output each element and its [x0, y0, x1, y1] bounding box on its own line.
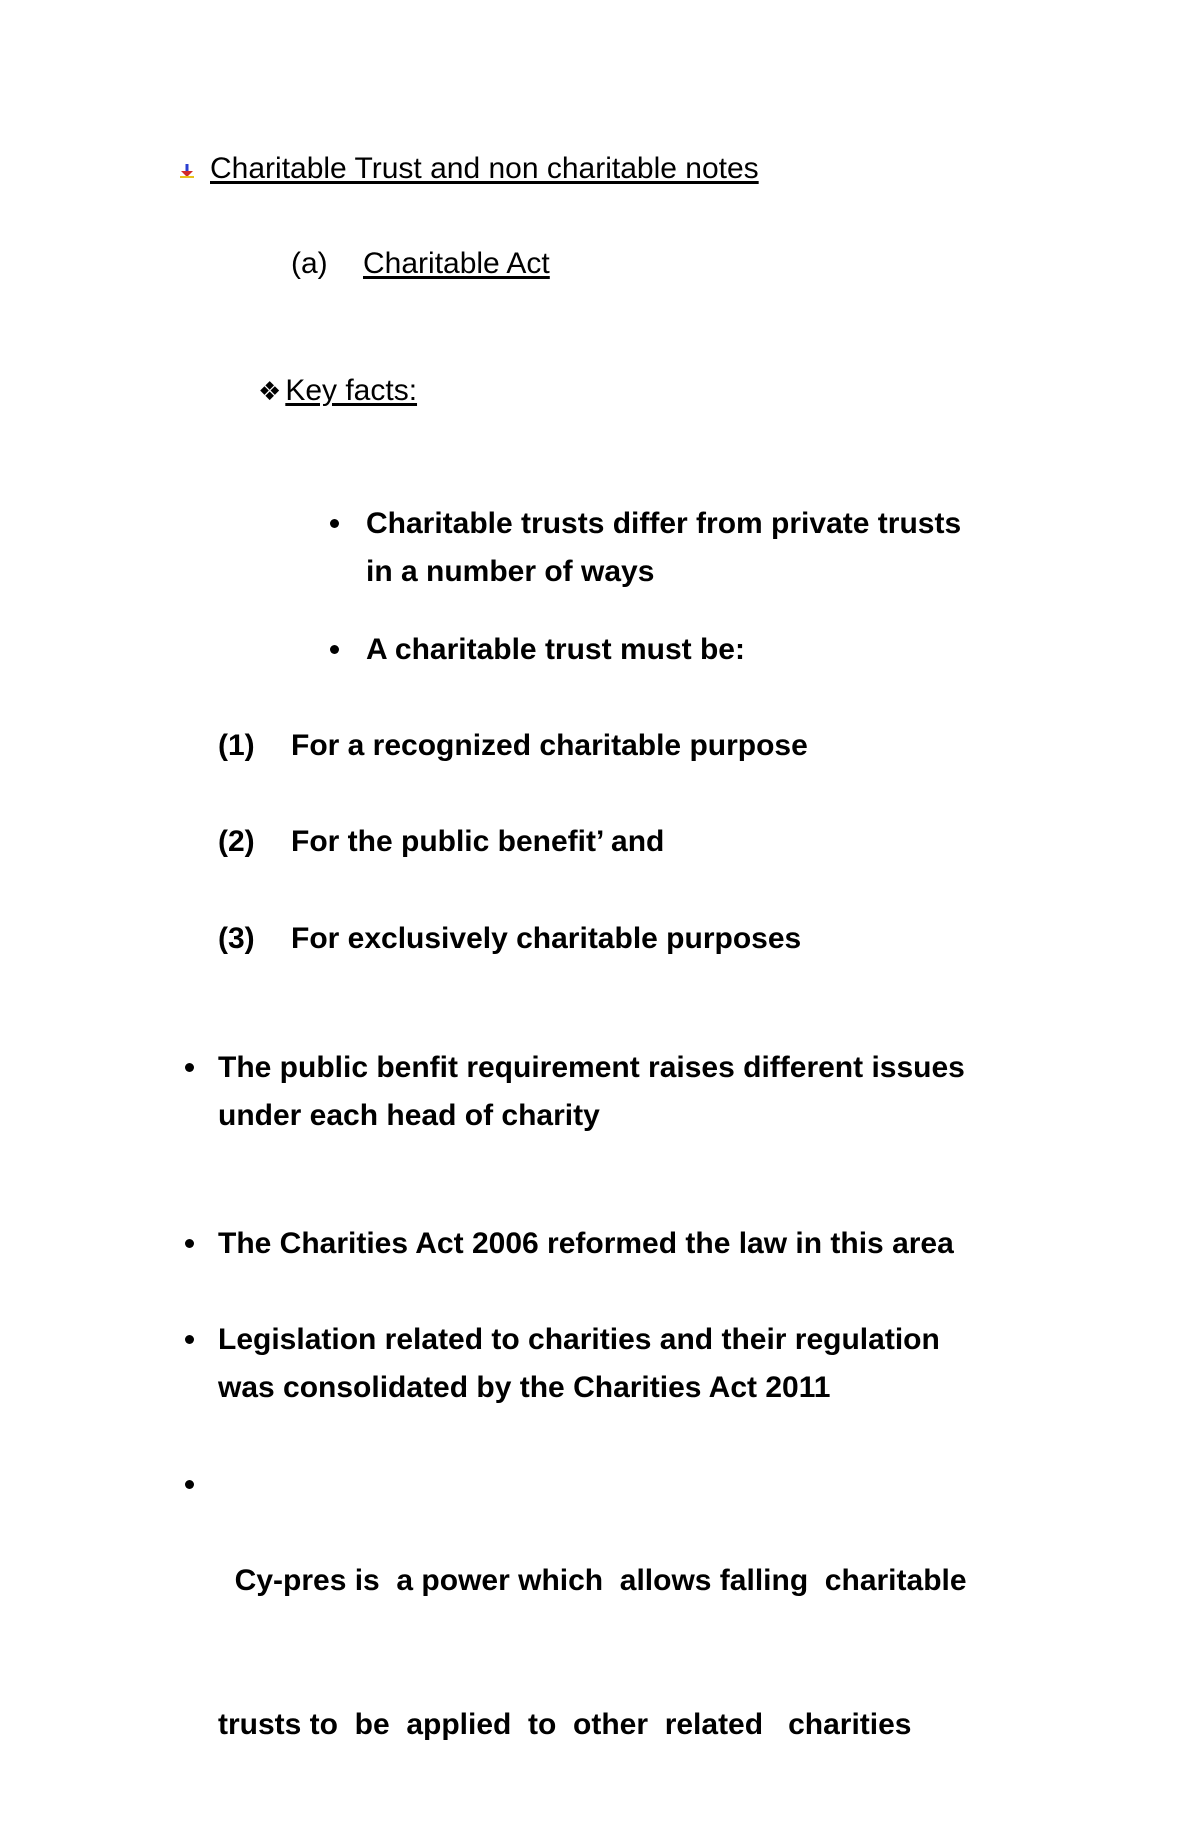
list-item-line: trusts to be applied to other related charities: [218, 1708, 912, 1741]
bullet-icon: [185, 1239, 194, 1248]
bullet-icon: [185, 1335, 194, 1344]
key-facts-row: [258, 367, 417, 416]
numbered-item: For a recognized charitable purpose: [291, 729, 808, 762]
list-item: [218, 1461, 967, 1845]
document-title: Charitable Trust and non charitable notes: [210, 152, 759, 185]
numbered-marker: (2): [218, 825, 255, 858]
document-title-row: [180, 145, 759, 193]
list-item-line: A charitable trust must be:: [366, 633, 745, 666]
list-item: [366, 500, 961, 596]
bullet-icon: [330, 519, 339, 528]
bullet-icon: [185, 1063, 194, 1072]
bullet-icon: [185, 1480, 194, 1489]
list-item: [218, 1220, 954, 1268]
section-marker: (a): [291, 247, 328, 280]
bullet-icon: [330, 645, 339, 654]
numbered-item: For the public benefit’ and: [291, 825, 665, 858]
list-item: [218, 1316, 940, 1412]
list-item-line: The Charities Act 2006 reformed the law in this area: [218, 1227, 954, 1260]
key-facts-heading: Key facts:: [285, 374, 418, 407]
list-item: [366, 626, 745, 674]
section-heading-row: [291, 240, 550, 288]
section-heading: Charitable Act: [363, 247, 550, 280]
numbered-item: For exclusively charitable purposes: [291, 922, 802, 955]
list-item: [218, 1044, 965, 1140]
arrow-down-icon: [180, 160, 198, 180]
numbered-marker: (1): [218, 729, 255, 762]
list-item-line: Legislation related to charities and their regulation: [218, 1323, 940, 1356]
list-item-line: in a number of ways: [366, 555, 655, 588]
list-item-line: Cy-pres is a power which allows falling charitable: [218, 1564, 967, 1597]
numbered-marker: (3): [218, 922, 255, 955]
list-item-line: The public benfit requirement raises different issues: [218, 1051, 965, 1084]
list-item-line: was consolidated by the Charities Act 2011: [218, 1371, 831, 1404]
list-item-line: Charitable trusts differ from private trusts: [366, 507, 962, 540]
diamond-bullet-icon: ❖: [258, 377, 282, 407]
list-item-line: under each head of charity: [218, 1099, 600, 1132]
